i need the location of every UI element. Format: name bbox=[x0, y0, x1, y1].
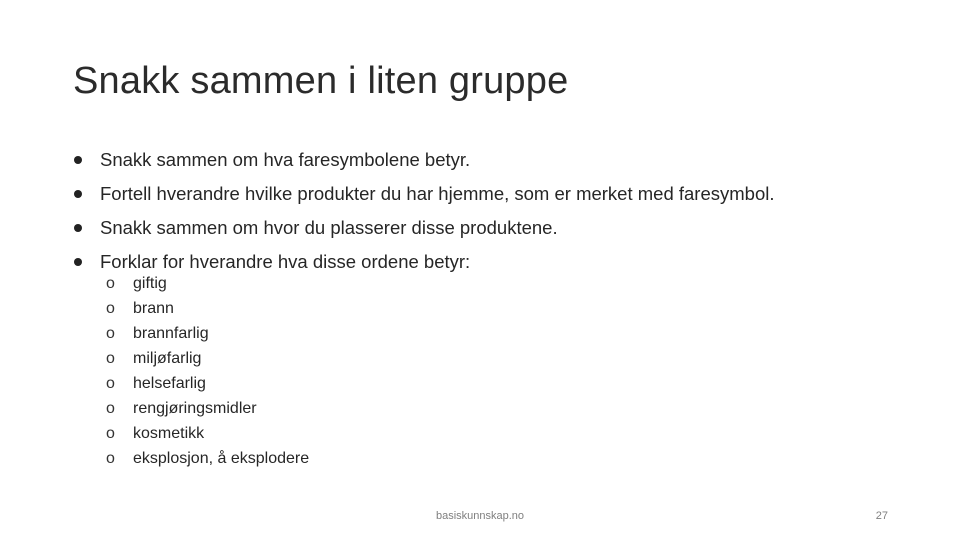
word-list-item bbox=[106, 271, 309, 296]
word-list-item bbox=[106, 371, 309, 396]
bullet-text: Snakk sammen om hva faresymbolene betyr. bbox=[100, 149, 471, 170]
bullet-dot-icon bbox=[74, 258, 82, 266]
word-text: helsefarlig bbox=[133, 375, 206, 392]
circle-bullet-icon: o bbox=[106, 400, 115, 417]
word-list bbox=[106, 271, 309, 471]
bullet-item bbox=[74, 211, 775, 245]
word-list-item bbox=[106, 296, 309, 321]
circle-bullet-icon: o bbox=[106, 300, 115, 317]
word-text: giftig bbox=[133, 275, 167, 292]
word-text: rengjøringsmidler bbox=[133, 400, 257, 417]
bullet-text: Snakk sammen om hvor du plasserer disse produktene. bbox=[100, 217, 558, 238]
bullet-text: Fortell hverandre hvilke produkter du har hjemme, som er merket med faresymbol. bbox=[100, 183, 775, 204]
circle-bullet-icon: o bbox=[106, 425, 115, 442]
bullet-item bbox=[74, 143, 775, 177]
word-text: eksplosjon, å eksplodere bbox=[133, 450, 310, 467]
circle-bullet-icon: o bbox=[106, 350, 115, 367]
bullet-item bbox=[74, 177, 775, 211]
bullet-dot-icon bbox=[74, 156, 82, 164]
bullet-text: Forklar for hverandre hva disse ordene betyr: bbox=[100, 251, 471, 272]
bullet-dot-icon bbox=[74, 190, 82, 198]
slide-number: 27 bbox=[875, 510, 888, 522]
word-text: kosmetikk bbox=[133, 425, 205, 442]
word-text: miljøfarlig bbox=[133, 350, 202, 367]
word-list-item bbox=[106, 321, 309, 346]
word-text: brannfarlig bbox=[133, 325, 209, 342]
word-list-item bbox=[106, 446, 309, 471]
footer-source: basiskunnskap.no bbox=[435, 510, 525, 522]
word-list-item bbox=[106, 396, 309, 421]
bullet-dot-icon bbox=[74, 224, 82, 232]
circle-bullet-icon: o bbox=[106, 275, 115, 292]
word-text: brann bbox=[133, 300, 174, 317]
bullet-list bbox=[74, 143, 775, 279]
circle-bullet-icon: o bbox=[106, 375, 115, 392]
word-list-item bbox=[106, 421, 309, 446]
circle-bullet-icon: o bbox=[106, 325, 115, 342]
word-list-item bbox=[106, 346, 309, 371]
circle-bullet-icon: o bbox=[106, 450, 115, 467]
slide-title: Snakk sammen i liten gruppe bbox=[73, 60, 569, 102]
